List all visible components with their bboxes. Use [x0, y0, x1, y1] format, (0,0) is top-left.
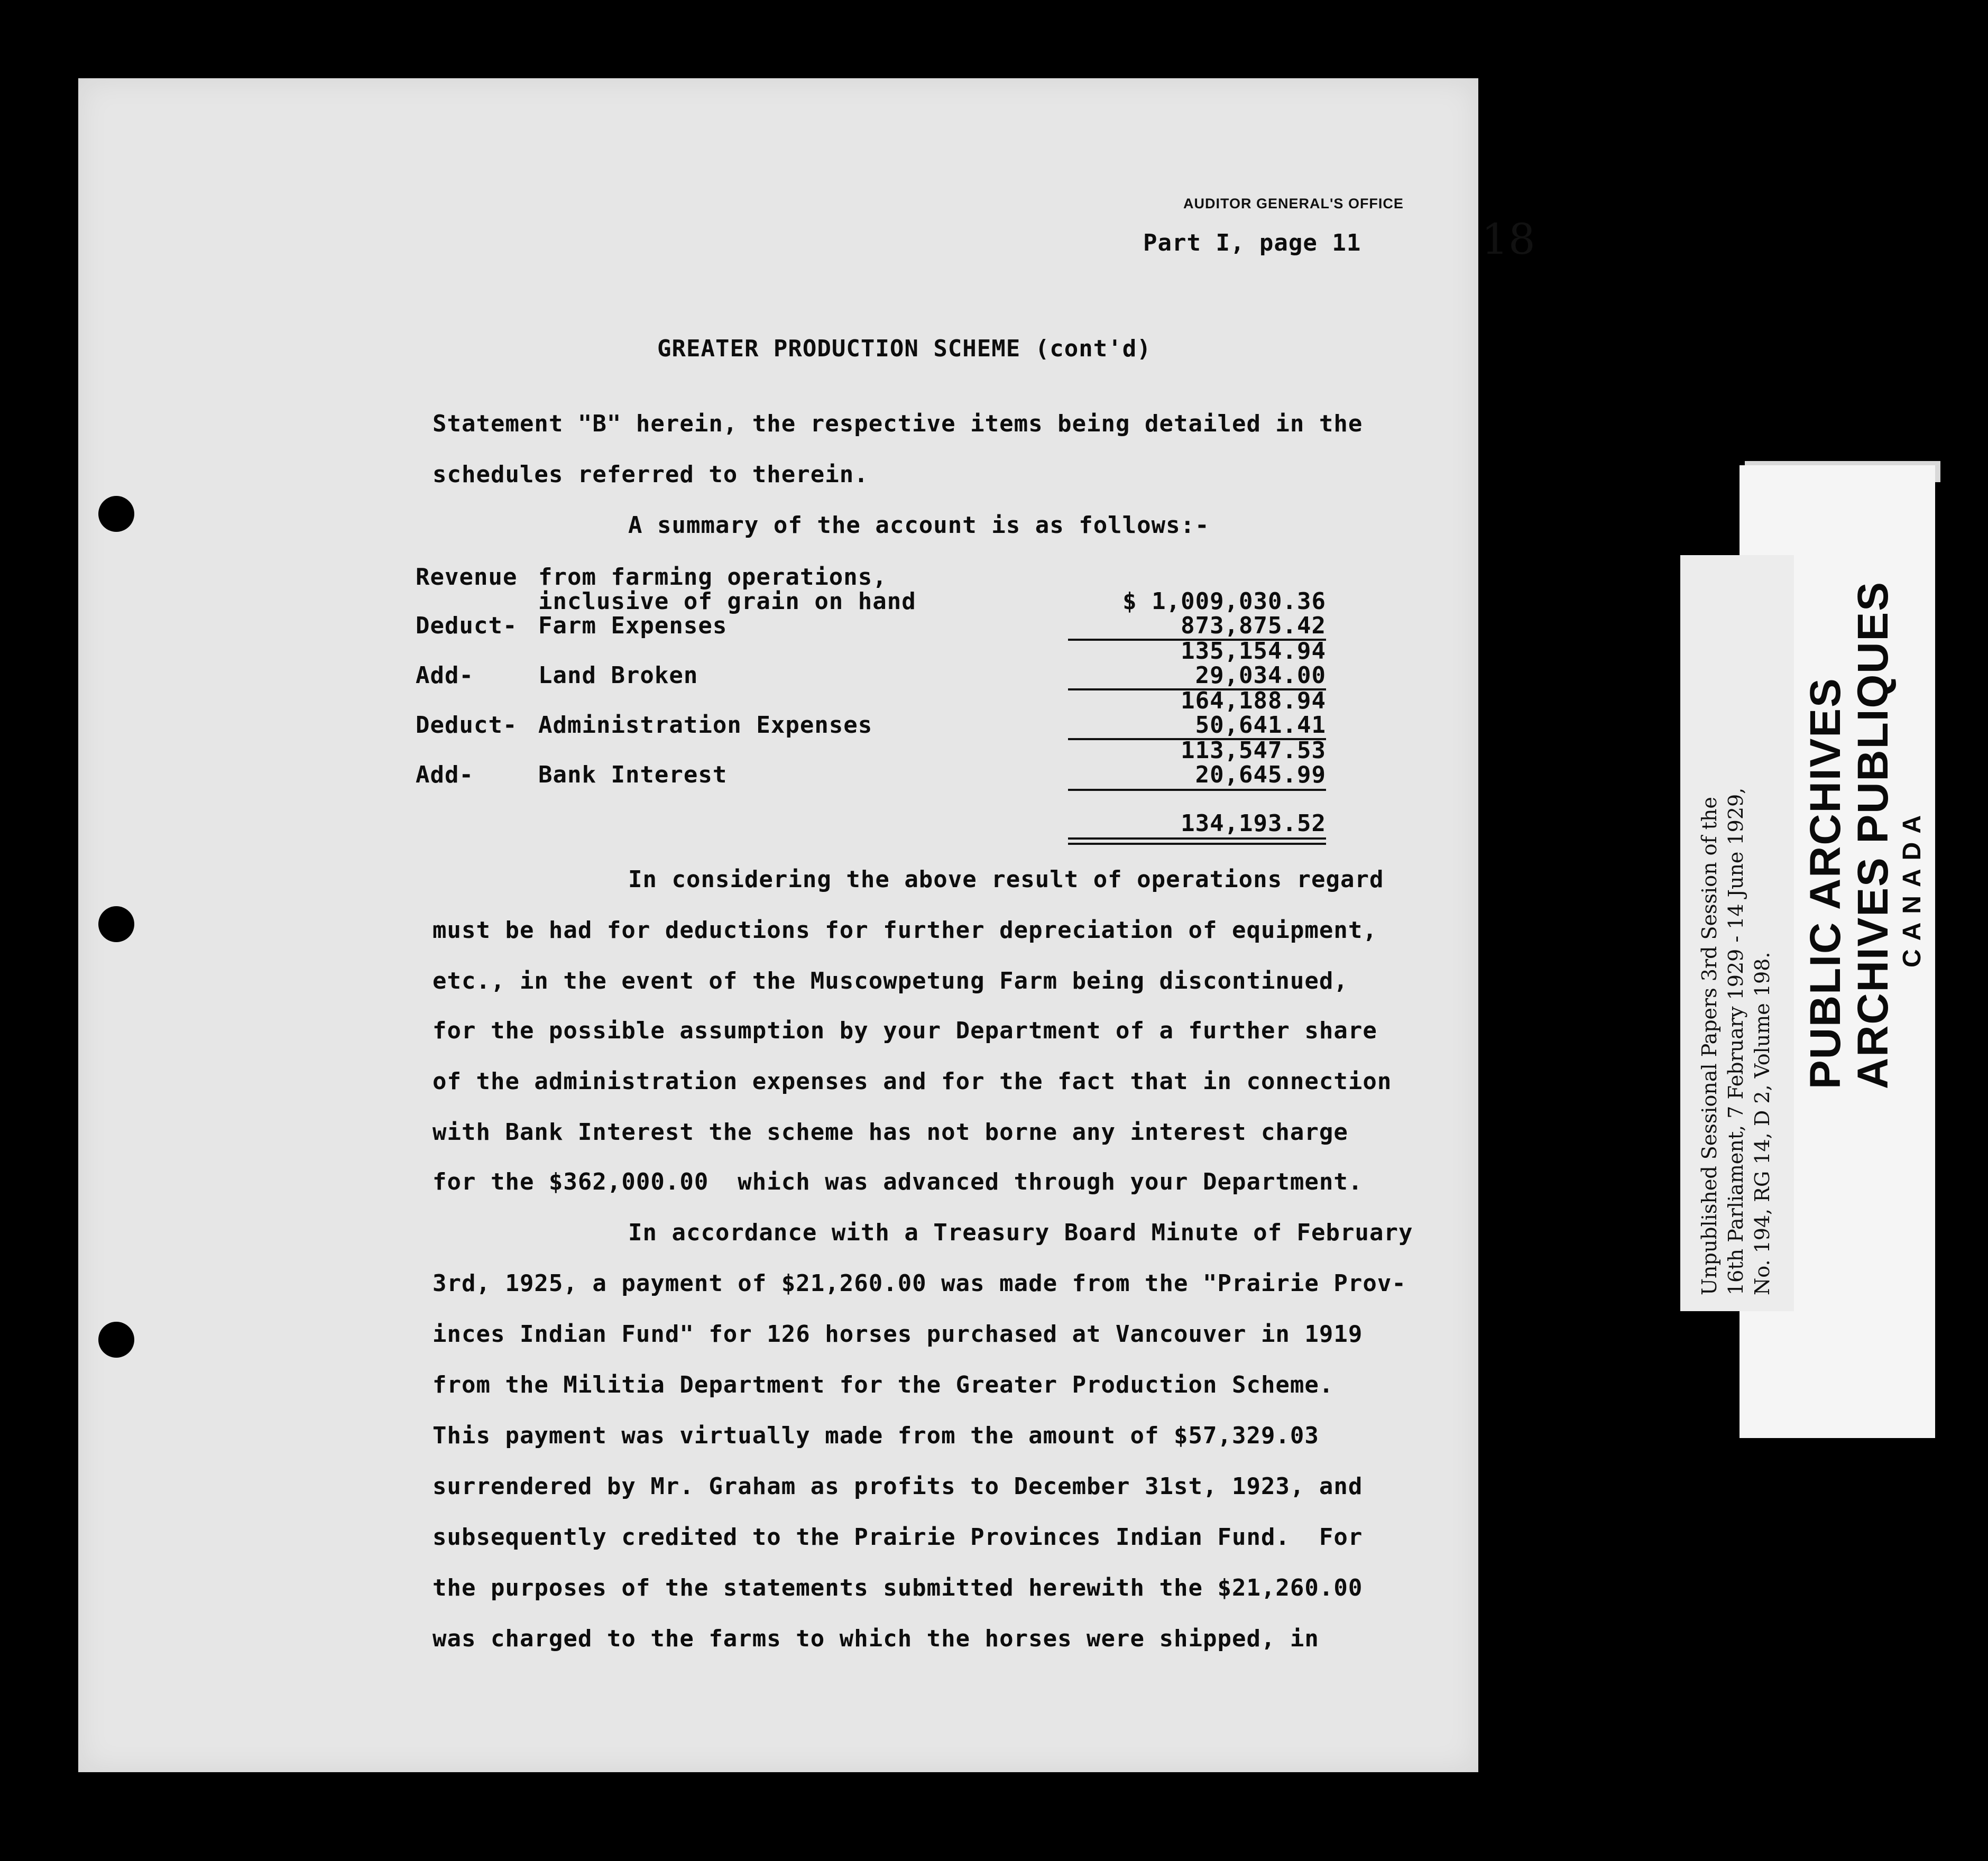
summary-item: inclusive of grain on hand — [538, 588, 916, 615]
total-double-rule — [1068, 843, 1326, 845]
paragraph-line: In accordance with a Treasury Board Minute of February — [628, 1219, 1413, 1246]
archive-stamp — [1802, 581, 1928, 1089]
punch-hole — [98, 906, 134, 942]
citation-text — [1696, 788, 1775, 1295]
summary-amount: 135,154.94 — [1181, 638, 1326, 665]
paragraph-line: was charged to the farms to which the horses were shipped, in — [432, 1625, 1319, 1652]
summary-amount: 113,547.53 — [1181, 737, 1326, 764]
intro-line: Statement "B" herein, the respective items being detailed in the — [432, 410, 1363, 437]
paragraph-line: of the administration expenses and for the fact that in connection — [432, 1068, 1392, 1095]
subtotal-rule — [1068, 789, 1326, 791]
paragraph-line: for the possible assumption by your Department of a further share — [432, 1017, 1377, 1044]
page-title: GREATER PRODUCTION SCHEME (cont'd) — [657, 335, 1152, 362]
paragraph-line: In considering the above result of operations regard — [628, 866, 1384, 893]
paragraph-line: inces Indian Fund" for 126 horses purchased at Vancouver in 1919 — [432, 1321, 1363, 1348]
summary-item: Land Broken — [538, 662, 698, 689]
paragraph-line: subsequently credited to the Prairie Provinces Indian Fund. For — [432, 1524, 1363, 1551]
paragraph-line: must be had for deductions for further depreciation of equipment, — [432, 917, 1377, 944]
summary-action: Deduct- — [416, 612, 518, 639]
citation-slip — [1680, 555, 1794, 1311]
summary-item: from farming operations, — [538, 564, 887, 591]
total-double-rule — [1068, 837, 1326, 840]
citation-line: 16th Parliament, 7 February 1929 - 14 June 1929, — [1724, 787, 1747, 1295]
summary-action: Add- — [416, 662, 474, 689]
citation-line: Unpublished Sessional Papers 3rd Session of the — [1698, 797, 1721, 1295]
paragraph-line: from the Militia Department for the Greater Production Scheme. — [432, 1371, 1334, 1398]
summary-item: Bank Interest — [538, 761, 728, 788]
archive-stamp-line: CANADA — [1898, 807, 1926, 968]
document-page — [78, 78, 1535, 1772]
paragraph-line: 3rd, 1925, a payment of $21,260.00 was made from the "Prairie Prov- — [432, 1270, 1406, 1297]
summary-intro: A summary of the account is as follows:- — [628, 512, 1210, 539]
paragraph-line: for the $362,000.00 which was advanced through your Department. — [432, 1168, 1363, 1195]
archive-stamp-line: ARCHIVES PUBLIQUES — [1849, 581, 1897, 1089]
archive-stamp-line: PUBLIC ARCHIVES — [1801, 677, 1849, 1089]
summary-amount: $ 1,009,030.36 — [1122, 588, 1326, 615]
summary-amount: 873,875.42 — [1181, 612, 1326, 639]
paragraph-line: with Bank Interest the scheme has not borne any interest charge — [432, 1119, 1348, 1146]
summary-total: 134,193.52 — [1181, 810, 1326, 837]
citation-line: No. 194, RG 14, D 2, Volume 198. — [1751, 952, 1774, 1295]
punch-hole — [98, 1322, 134, 1358]
paragraph-line: This payment was virtually made from the amount of $57,329.03 — [432, 1422, 1319, 1449]
summary-amount: 20,645.99 — [1195, 761, 1326, 788]
summary-action: Add- — [416, 761, 474, 788]
summary-amount: 50,641.41 — [1195, 712, 1326, 739]
part-reference: Part I, page 11 — [1143, 229, 1361, 256]
paragraph-line: etc., in the event of the Muscowpetung Farm being discontinued, — [432, 968, 1348, 994]
office-header: AUDITOR GENERAL'S OFFICE — [1183, 196, 1404, 211]
page-number: 18 — [1481, 215, 1535, 264]
intro-line: schedules referred to therein. — [432, 461, 869, 488]
punch-hole — [98, 496, 134, 532]
summary-action: Deduct- — [416, 712, 518, 739]
paragraph-line: the purposes of the statements submitted herewith the $21,260.00 — [432, 1574, 1363, 1601]
summary-amount: 29,034.00 — [1195, 662, 1326, 689]
summary-item: Farm Expenses — [538, 612, 728, 639]
summary-amount: 164,188.94 — [1181, 687, 1326, 714]
summary-item: Administration Expenses — [538, 712, 873, 739]
paragraph-line: surrendered by Mr. Graham as profits to December 31st, 1923, and — [432, 1473, 1363, 1500]
summary-action: Revenue — [416, 564, 518, 591]
